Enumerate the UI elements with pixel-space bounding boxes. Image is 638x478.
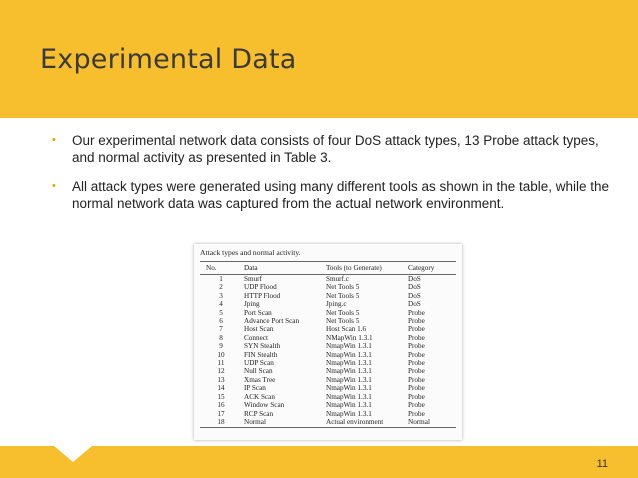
bullet-item	[46, 178, 611, 212]
cell-category: Probe	[408, 317, 425, 326]
table-row	[200, 359, 456, 367]
cell-no: 17	[217, 409, 225, 418]
cell-no: 7	[219, 325, 223, 334]
cell-tools: NmapWin 1.3.1	[326, 409, 372, 418]
cell-data: HTTP Flood	[244, 291, 281, 300]
cell-data: Jping	[244, 300, 260, 309]
cell-no: 6	[219, 317, 223, 326]
cell-tools: Net Tools 5	[326, 291, 360, 300]
cell-category: Probe	[408, 342, 425, 351]
table-caption: Attack types and normal activity.	[200, 248, 301, 257]
cell-no: 13	[217, 375, 225, 384]
cell-data: UDP Scan	[244, 359, 274, 368]
cell-data: IP Scan	[244, 384, 266, 393]
cell-tools: NmapWin 1.3.1	[326, 392, 372, 401]
cell-tools: Actual environment	[324, 418, 406, 428]
cell-data: FIN Stealth	[244, 350, 278, 359]
bullet-list	[46, 132, 611, 224]
table-row	[200, 317, 456, 325]
footer-banner	[0, 446, 638, 478]
cell-no: 10	[217, 350, 225, 359]
cell-data: Host Scan	[244, 325, 274, 334]
cell-data: Xmas Tree	[244, 375, 276, 384]
table-row	[200, 376, 456, 384]
cell-category: Probe	[408, 401, 425, 410]
table-row	[200, 393, 456, 401]
cell-no: 2	[219, 283, 223, 292]
cell-data: Window Scan	[244, 401, 285, 410]
cell-tools: Smurf.c	[326, 275, 349, 283]
cell-category: Probe	[408, 392, 425, 401]
bullet-marker: •	[52, 180, 56, 192]
table-row	[200, 309, 456, 317]
cell-category: DoS	[408, 283, 421, 292]
cell-category: Probe	[408, 333, 425, 342]
cell-data: RCP Scan	[244, 409, 274, 418]
cell-tools: NmapWin 1.3.1	[326, 401, 372, 410]
cell-tools: NmapWin 1.3.1	[326, 359, 372, 368]
table-row	[200, 300, 456, 308]
header-tools: Tools (to Generate)	[324, 262, 406, 275]
table-row	[200, 401, 456, 409]
cell-data: Normal	[242, 418, 324, 428]
cell-data: Advance Port Scan	[244, 317, 300, 326]
cell-category: Normal	[406, 418, 456, 428]
table-row	[200, 418, 456, 428]
bullet-text: All attack types were generated using many different tools as shown in the table, while the normal network data was captured from the actual network environment.	[72, 179, 610, 211]
cell-data: Port Scan	[244, 308, 272, 317]
cell-data: SYN Stealth	[244, 342, 281, 351]
table-row	[200, 334, 456, 342]
cell-no: 3	[219, 291, 223, 300]
table-row	[200, 325, 456, 333]
cell-tools: NmapWin 1.3.1	[326, 342, 372, 351]
attack-types-table-figure	[194, 244, 462, 440]
bullet-text: Our experimental network data consists of four DoS attack types, 13 Probe attack types, and normal activity as presented in Table 3.	[72, 133, 599, 165]
cell-tools: Net Tools 5	[326, 283, 360, 292]
slide-title: Experimental Data	[40, 44, 297, 75]
cell-category: Probe	[408, 359, 425, 368]
cell-tools: Host Scan 1.6	[326, 325, 367, 334]
table-row	[200, 292, 456, 300]
cell-no: 9	[219, 342, 223, 351]
cell-tools: Jping.c	[326, 300, 347, 309]
table-row	[200, 410, 456, 418]
cell-tools: NmapWin 1.3.1	[326, 367, 372, 376]
cell-no: 1	[219, 275, 223, 283]
cell-no: 12	[217, 367, 225, 376]
cell-category: Probe	[408, 384, 425, 393]
cell-category: Probe	[408, 375, 425, 384]
cell-category: Probe	[408, 350, 425, 359]
cell-data: Null Scan	[244, 367, 273, 376]
cell-no: 5	[219, 308, 223, 317]
cell-category: DoS	[408, 275, 421, 283]
cell-data: UDP Flood	[244, 283, 277, 292]
cell-tools: NmapWin 1.3.1	[326, 350, 372, 359]
table-row	[200, 275, 456, 284]
header-no: No.	[200, 262, 242, 275]
cell-data: Smurf	[244, 275, 262, 283]
cell-category: Probe	[408, 409, 425, 418]
table-row	[200, 367, 456, 375]
cell-category: Probe	[408, 367, 425, 376]
cell-no: 16	[217, 401, 225, 410]
table-body	[200, 275, 456, 428]
attack-types-table	[200, 261, 456, 428]
title-banner	[0, 0, 638, 118]
header-data: Data	[242, 262, 324, 275]
table-row	[200, 384, 456, 392]
cell-tools: NmapWin 1.3.1	[326, 375, 372, 384]
cell-data: ACK Scan	[244, 392, 275, 401]
table-header-row	[200, 262, 456, 275]
cell-tools: Net Tools 5	[326, 308, 360, 317]
cell-tools: Net Tools 5	[326, 317, 360, 326]
cell-no: 18	[200, 418, 242, 428]
cell-no: 4	[219, 300, 223, 309]
cell-no: 11	[217, 359, 225, 368]
bullet-item	[46, 132, 611, 166]
cell-no: 15	[217, 392, 225, 401]
cell-category: Probe	[408, 308, 425, 317]
cell-category: DoS	[408, 300, 421, 309]
cell-no: 8	[219, 333, 223, 342]
cell-tools: NmapWin 1.3.1	[326, 384, 372, 393]
cell-data: Connect	[244, 333, 268, 342]
header-category: Category	[406, 262, 456, 275]
page-number: 11	[596, 458, 608, 470]
table-row	[200, 283, 456, 291]
table-row	[200, 342, 456, 350]
cell-category: Probe	[408, 325, 425, 334]
footer-notch-decoration	[54, 446, 92, 462]
cell-tools: NMapWin 1.3.1	[326, 333, 373, 342]
table-row	[200, 351, 456, 359]
bullet-marker: •	[52, 134, 56, 146]
cell-no: 14	[217, 384, 225, 393]
cell-category: DoS	[408, 291, 421, 300]
